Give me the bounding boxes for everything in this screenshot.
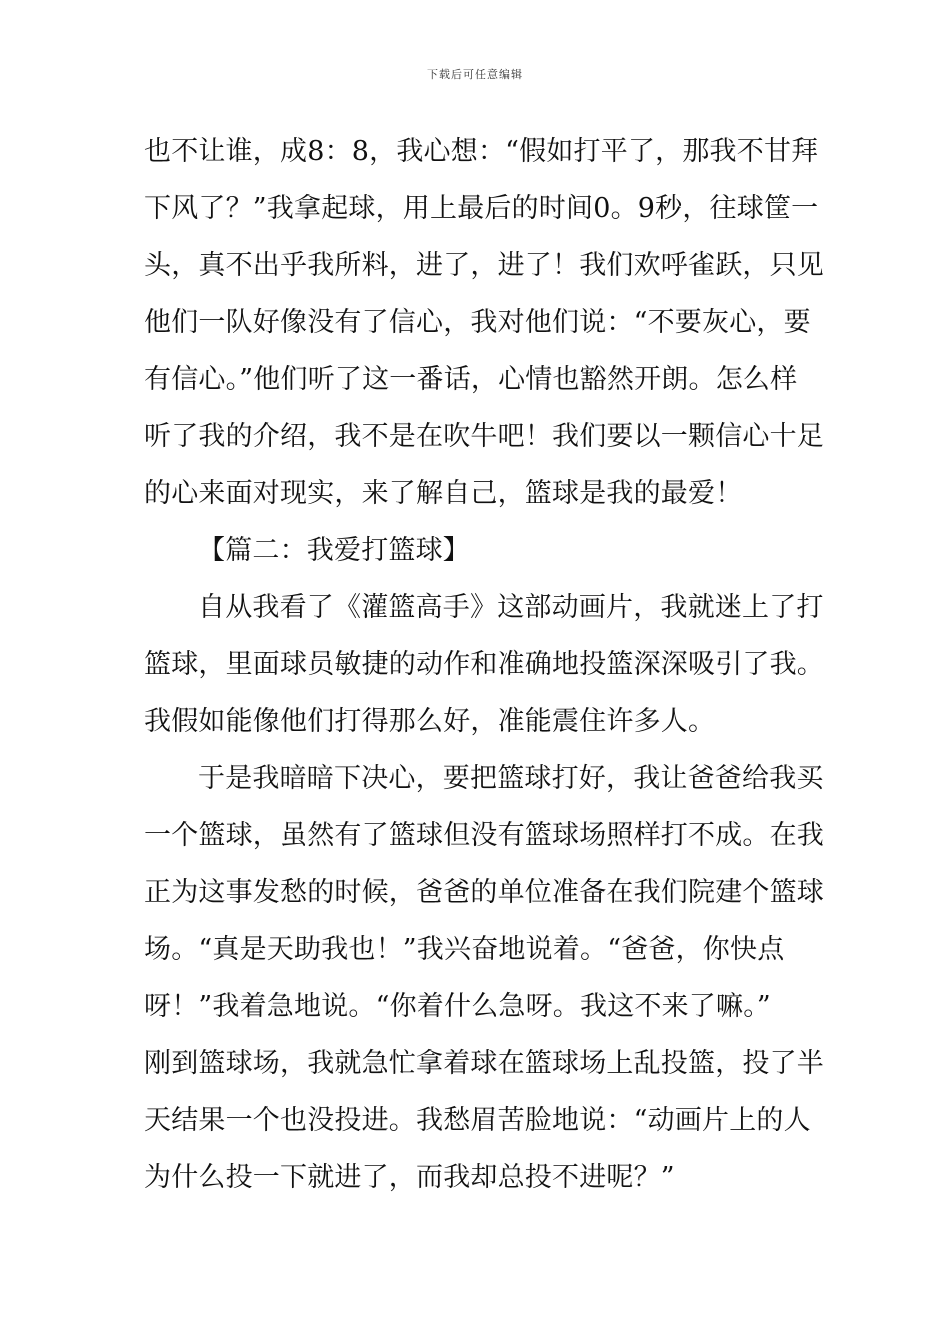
text-line: 有信心。”他们听了这一番话，心情也豁然开朗。怎么样 <box>144 364 798 395</box>
section-heading: 【篇二：我爱打篮球】 <box>198 535 470 566</box>
text-line: 我假如能像他们打得那么好，准能震住许多人。 <box>144 706 716 737</box>
text-line: 也不让谁，成8：8，我心想：“假如打平了，那我不甘拜 <box>144 136 819 167</box>
text-line: 下风了？”我拿起球，用上最后的时间0。9秒，往球筐一 <box>144 193 819 224</box>
text-line: 呀！”我着急地说。“你着什么急呀。我这不来了嘛。” <box>144 991 771 1022</box>
text-line: 头，真不出乎我所料，进了，进了！我们欢呼雀跃，只见 <box>144 250 824 281</box>
text-line: 一个篮球，虽然有了篮球但没有篮球场照样打不成。在我 <box>144 820 824 851</box>
text-line: 场。“真是天助我也！”我兴奋地说着。“爸爸，你快点 <box>144 934 785 965</box>
text-line: 正为这事发愁的时候，爸爸的单位准备在我们院建个篮球 <box>144 877 824 908</box>
text-line: 于是我暗暗下决心，要把篮球打好，我让爸爸给我买 <box>198 763 824 794</box>
text-line: 的心来面对现实，来了解自己，篮球是我的最爱！ <box>144 478 743 509</box>
text-line: 为什么投一下就进了，而我却总投不进呢？” <box>144 1162 675 1193</box>
text-line: 自从我看了《灌篮高手》这部动画片，我就迷上了打 <box>198 592 824 623</box>
text-line: 他们一队好像没有了信心，我对他们说：“不要灰心，要 <box>144 307 811 338</box>
page-header: 下载后可任意编辑 <box>427 68 523 81</box>
text-line: 听了我的介绍，我不是在吹牛吧！我们要以一颗信心十足 <box>144 421 824 452</box>
text-line: 刚到篮球场，我就急忙拿着球在篮球场上乱投篮，投了半 <box>144 1048 824 1079</box>
text-line: 天结果一个也没投进。我愁眉苦脸地说：“动画片上的人 <box>144 1105 811 1136</box>
text-line: 篮球，里面球员敏捷的动作和准确地投篮深深吸引了我。 <box>144 649 824 680</box>
